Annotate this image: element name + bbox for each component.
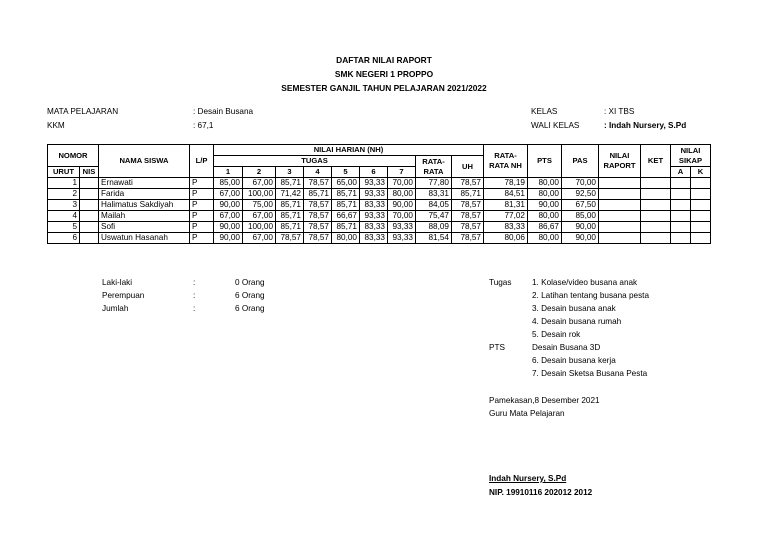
tugas-item-1: 1. Kolase/video busana anak (532, 278, 638, 287)
row-sikap-k (691, 222, 711, 233)
row-tugas-6: 83,33 (360, 233, 388, 244)
row-tugas-4: 78,57 (304, 233, 332, 244)
row-tugas-3: 85,71 (276, 200, 304, 211)
header-tugas-4: 4 (304, 167, 332, 178)
semester-title: SEMESTER GANJIL TAHUN PELAJARAN 2021/2022 (281, 83, 487, 93)
row-rata-nh: 81,31 (484, 200, 528, 211)
row-name: Uswatun Hasanah (99, 233, 190, 244)
tugas-item-3: 3. Desain busana anak (532, 304, 616, 313)
row-tugas-6: 93,33 (360, 189, 388, 200)
perempuan-label: Perempuan (102, 291, 145, 300)
row-pts: 90,00 (528, 200, 562, 211)
row-raport (599, 222, 641, 233)
header-tugas: TUGAS (214, 156, 416, 167)
row-rata-nh: 80,06 (484, 233, 528, 244)
row-pts: 80,00 (528, 178, 562, 189)
row-pts: 80,00 (528, 189, 562, 200)
row-name: Mailah (99, 211, 190, 222)
wali-label: WALI KELAS (531, 121, 580, 130)
header-nilai-harian: NILAI HARIAN (NH) (214, 145, 484, 156)
row-sikap-a (671, 189, 691, 200)
row-gender: P (190, 189, 214, 200)
header-lp: L/P (190, 145, 214, 178)
kelas-value: : XI TBS (604, 107, 635, 116)
row-raport (599, 189, 641, 200)
row-tugas-2: 75,00 (243, 200, 276, 211)
row-tugas-4: 78,57 (304, 211, 332, 222)
place-date: Pamekasan,8 Desember 2021 (489, 396, 600, 405)
row-number: 6 (48, 233, 80, 244)
tugas-item-5: 5. Desain rok (532, 330, 581, 339)
row-tugas-1: 90,00 (214, 222, 243, 233)
row-nis (80, 189, 99, 200)
row-name: Sofi (99, 222, 190, 233)
row-rata-nh: 78,19 (484, 178, 528, 189)
row-tugas-3: 85,71 (276, 222, 304, 233)
row-sikap-k (691, 200, 711, 211)
row-uh: 78,57 (452, 178, 484, 189)
row-number: 1 (48, 178, 80, 189)
header-sikap-a: A (671, 167, 691, 178)
row-uh: 78,57 (452, 200, 484, 211)
row-tugas-3: 85,71 (276, 211, 304, 222)
row-number: 5 (48, 222, 80, 233)
row-tugas-1: 90,00 (214, 200, 243, 211)
row-gender: P (190, 233, 214, 244)
row-rata: 77,80 (416, 178, 452, 189)
header-tugas-6: 6 (360, 167, 388, 178)
header-pas: PAS (562, 145, 599, 178)
header-rata: RATA- RATA (416, 156, 452, 178)
header-nomor: NOMOR (48, 145, 99, 167)
laki-colon: : (193, 278, 196, 287)
kkm-value: : 67,1 (193, 121, 214, 130)
row-tugas-7: 80,00 (388, 189, 416, 200)
pts-value: Desain Busana 3D (532, 343, 601, 352)
doc-title: DAFTAR NILAI RAPORT (336, 55, 432, 65)
row-ket (641, 233, 671, 244)
row-tugas-2: 100,00 (243, 189, 276, 200)
table-row (48, 189, 711, 200)
table-row (48, 178, 711, 189)
row-sikap-a (671, 178, 691, 189)
row-rata: 83,31 (416, 189, 452, 200)
row-rata: 75,47 (416, 211, 452, 222)
signature-nip: NIP. 19910116 202012 2012 (489, 488, 593, 497)
table-row (48, 233, 711, 244)
row-pas: 67,50 (562, 200, 599, 211)
row-tugas-5: 66,67 (332, 211, 360, 222)
row-rata: 84,05 (416, 200, 452, 211)
row-tugas-7: 70,00 (388, 178, 416, 189)
row-tugas-1: 90,00 (214, 233, 243, 244)
mapel-label: MATA PELAJARAN (47, 107, 119, 116)
row-gender: P (190, 222, 214, 233)
row-rata-nh: 84,51 (484, 189, 528, 200)
header-tugas-5: 5 (332, 167, 360, 178)
laki-value: 0 Orang (235, 278, 265, 287)
row-nis (80, 233, 99, 244)
row-ket (641, 222, 671, 233)
row-number: 4 (48, 211, 80, 222)
tugas-item-6: 6. Desain busana kerja (532, 356, 616, 365)
row-tugas-2: 67,00 (243, 211, 276, 222)
row-tugas-4: 85,71 (304, 189, 332, 200)
row-tugas-2: 67,00 (243, 178, 276, 189)
laki-label: Laki-laki (102, 278, 133, 287)
row-pas: 90,00 (562, 233, 599, 244)
row-tugas-6: 93,33 (360, 178, 388, 189)
row-sikap-a (671, 211, 691, 222)
row-uh: 78,57 (452, 211, 484, 222)
row-sikap-k (691, 178, 711, 189)
tugas-item-4: 4. Desain busana rumah (532, 317, 622, 326)
row-pas: 85,00 (562, 211, 599, 222)
mapel-value: : Desain Busana (193, 107, 254, 116)
jumlah-value: 6 Orang (235, 304, 265, 313)
row-name: Halimatus Sakdiyah (99, 200, 190, 211)
header-uh: UH (452, 156, 484, 178)
row-pts: 80,00 (528, 211, 562, 222)
row-rata: 88,09 (416, 222, 452, 233)
row-tugas-5: 85,71 (332, 189, 360, 200)
row-raport (599, 178, 641, 189)
row-tugas-3: 71,42 (276, 189, 304, 200)
row-name: Ernawati (99, 178, 190, 189)
row-tugas-4: 78,57 (304, 178, 332, 189)
kelas-label: KELAS (531, 107, 558, 116)
row-rata-nh: 77,02 (484, 211, 528, 222)
row-pts: 86,67 (528, 222, 562, 233)
header-urut: URUT (48, 167, 80, 178)
row-sikap-k (691, 233, 711, 244)
row-tugas-5: 85,71 (332, 200, 360, 211)
row-tugas-2: 100,00 (243, 222, 276, 233)
row-tugas-5: 80,00 (332, 233, 360, 244)
row-name: Farida (99, 189, 190, 200)
row-uh: 85,71 (452, 189, 484, 200)
kkm-label: KKM (47, 121, 65, 130)
row-sikap-k (691, 211, 711, 222)
header-tugas-3: 3 (276, 167, 304, 178)
row-tugas-2: 67,00 (243, 233, 276, 244)
perempuan-colon: : (193, 291, 196, 300)
header-ket: KET (641, 145, 671, 178)
tugas-label: Tugas (489, 278, 512, 287)
header-pts: PTS (528, 145, 562, 178)
row-tugas-5: 85,71 (332, 222, 360, 233)
row-ket (641, 178, 671, 189)
row-gender: P (190, 211, 214, 222)
header-nilai-sikap: NILAI SIKAP (671, 145, 711, 167)
row-pas: 92,50 (562, 189, 599, 200)
row-uh: 78,57 (452, 222, 484, 233)
row-rata: 81,54 (416, 233, 452, 244)
row-tugas-6: 83,33 (360, 222, 388, 233)
row-pas: 90,00 (562, 222, 599, 233)
tugas-item-7: 7. Desain Sketsa Busana Pesta (532, 369, 648, 378)
perempuan-value: 6 Orang (235, 291, 265, 300)
row-rata-nh: 83,33 (484, 222, 528, 233)
row-gender: P (190, 178, 214, 189)
table-row (48, 200, 711, 211)
row-tugas-4: 78,57 (304, 200, 332, 211)
tugas-item-2: 2. Latihan tentang busana pesta (532, 291, 649, 300)
wali-value: : Indah Nursery, S.Pd (604, 121, 687, 130)
row-tugas-1: 67,00 (214, 211, 243, 222)
row-pas: 70,00 (562, 178, 599, 189)
school-name: SMK NEGERI 1 PROPPO (334, 69, 434, 79)
header-tugas-1: 1 (214, 167, 243, 178)
row-ket (641, 211, 671, 222)
row-tugas-1: 85,00 (214, 178, 243, 189)
row-pts: 80,00 (528, 233, 562, 244)
signature-role: Guru Mata Pelajaran (489, 409, 565, 418)
grade-table (47, 144, 711, 244)
row-tugas-7: 90,00 (388, 200, 416, 211)
row-tugas-6: 83,33 (360, 200, 388, 211)
row-sikap-a (671, 233, 691, 244)
row-ket (641, 200, 671, 211)
row-ket (641, 189, 671, 200)
row-tugas-7: 93,33 (388, 233, 416, 244)
table-row (48, 211, 711, 222)
row-nis (80, 222, 99, 233)
row-tugas-7: 93,33 (388, 222, 416, 233)
row-number: 3 (48, 200, 80, 211)
row-gender: P (190, 200, 214, 211)
row-nis (80, 200, 99, 211)
jumlah-label: Jumlah (102, 304, 129, 313)
row-uh: 78,57 (452, 233, 484, 244)
row-raport (599, 233, 641, 244)
header-tugas-7: 7 (388, 167, 416, 178)
row-number: 2 (48, 189, 80, 200)
header-nilai-raport: NILAI RAPORT (599, 145, 641, 178)
row-sikap-a (671, 222, 691, 233)
row-tugas-5: 65,00 (332, 178, 360, 189)
row-raport (599, 200, 641, 211)
row-tugas-3: 78,57 (276, 233, 304, 244)
pts-label: PTS (489, 343, 505, 352)
header-rata-nh: RATA- RATA NH (484, 145, 528, 178)
signature-name: Indah Nursery, S.Pd (489, 474, 567, 483)
row-sikap-a (671, 200, 691, 211)
row-tugas-1: 67,00 (214, 189, 243, 200)
jumlah-colon: : (193, 304, 196, 313)
header-tugas-2: 2 (243, 167, 276, 178)
row-nis (80, 178, 99, 189)
header-nis: NIS (80, 167, 99, 178)
row-raport (599, 211, 641, 222)
row-tugas-7: 70,00 (388, 211, 416, 222)
row-tugas-6: 93,33 (360, 211, 388, 222)
row-tugas-4: 78,57 (304, 222, 332, 233)
header-sikap-k: K (691, 167, 711, 178)
row-sikap-k (691, 189, 711, 200)
row-nis (80, 211, 99, 222)
table-row (48, 222, 711, 233)
row-tugas-3: 85,71 (276, 178, 304, 189)
header-nama: NAMA SISWA (99, 145, 190, 178)
